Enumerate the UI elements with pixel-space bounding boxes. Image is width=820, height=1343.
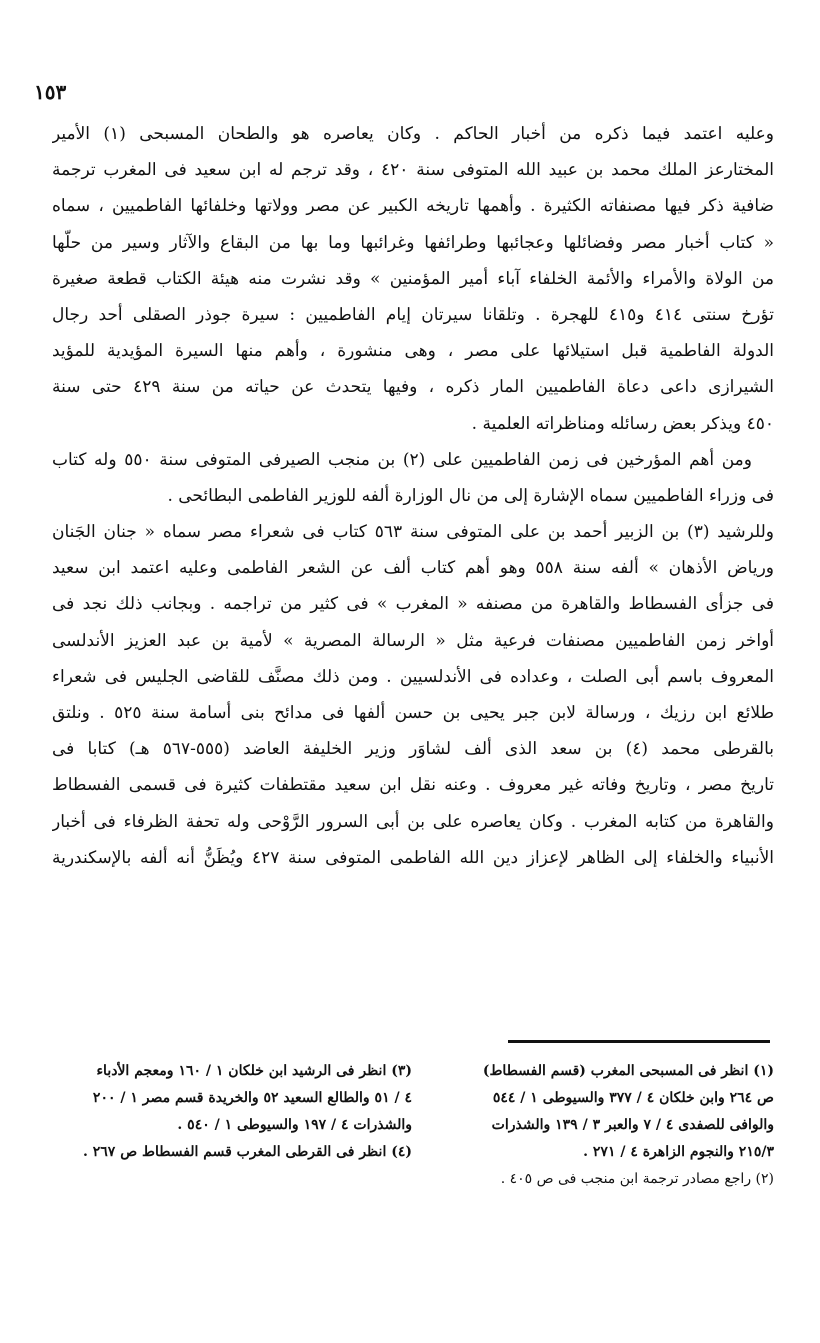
text-line: من الولاة والأمراء والأئمة الخلفاء آباء أمير المؤمنين » وقد نشرت منه هيئة الكتاب قطعة صغيرة [52,268,774,289]
main-text [52,116,774,876]
text-line: الدولة الفاطمية قبل استيلائها على مصر ، وهى منشورة ، وأهم منها السيرة المؤيدية للمؤيد [52,341,774,362]
text-line: وعليه اعتمد فيما ذكره من أخبار الحاكم . وكان يعاصره هو والطحان المسبحى (١) الأمير [52,124,774,144]
footnotes-left-column [52,1058,412,1166]
page-number: ١٥٣ [34,80,67,104]
footnote-line: (١) انظر فى المسبحى المغرب (قسم الفسطاط) [482,1063,774,1079]
footnote-separator [508,1040,770,1043]
text-line: ورياض الأذهان » ألفه سنة ٥٥٨ وهو أهم كتاب ألف عن الشعر الفاطمى وعليه اعتمد ابن سعيد [52,558,774,579]
text-line: ٤٥٠ ويذكر بعض رسائله ومناظراته العلمية . [471,413,774,434]
footnote-line: ص ٢٦٤ وابن خلكان ٤ / ٣٧٧ والسيوطى ١ / ٥٤٤ [492,1090,774,1106]
footnotes-right-column [444,1058,774,1193]
footnote-line: (٢) راجع مصادر ترجمة ابن منجب فى ص ٤٠٥ . [500,1171,774,1187]
text-line: بالقرطى محمد (٤) بن سعد الذى ألف لشاوَر وزير الخليفة العاضد (٥٥٥-٥٦٧ هـ) كتابا فى [52,739,774,760]
text-line: المعروف باسم أبى الصلت ، وعداده فى الأندلسيين . ومن ذلك مصنَّف للقاضى الجليس فى شعراء [52,666,774,687]
text-line: الأنبياء والخلفاء إلى الظاهر لإعزاز دين الله الفاطمى المتوفى سنة ٤٢٧ ويُظَنُّ أنه ألفه بالإسكندرية [52,847,774,868]
footnote-line: والشذرات ٤ / ١٩٧ والسيوطى ١ / ٥٤٠ . [177,1117,412,1133]
text-line: فى جزأى الفسطاط والقاهرة من مصنفه « المغرب » فى كثير من تراجمه . وبجانب ذلك نجد فى [52,594,774,615]
text-line: الشيرازى داعى دعاة الفاطميين المار ذكره ، وفيها يتحدث عن حياته من سنة ٤٢٩ حتى سنة [52,377,774,398]
footnote-line: والوافى للصفدى ٤ / ٧ والعبر ٣ / ١٣٩ والشذرات [491,1117,774,1133]
text-line: ومن أهم المؤرخين فى زمن الفاطميين على (٢) بن منجب الصيرفى المتوفى سنة ٥٥٠ وله كتاب [52,449,752,470]
footnote-line: (٤) انظر فى القرطى المغرب قسم الفسطاط ص ٢٦٧ . [83,1144,412,1160]
footnote-line: (٣) انظر فى الرشيد ابن خلكان ١ / ١٦٠ ومعجم الأدباء [96,1063,412,1079]
footnote-line: ٢١٥/٣ والنجوم الزاهرة ٤ / ٢٧١ . [583,1144,774,1160]
footnote-line: ٤ / ٥١ والطالع السعيد ٥٢ والخريدة قسم مصر ١ / ٢٠٠ [92,1090,412,1106]
text-line: تاريخ مصر ، وتاريخ وفاته غير معروف . وعنه نقل ابن سعيد مقتطفات كثيرة فى قسمى الفسطاط [52,775,774,796]
text-line: أواخر زمن الفاطميين مصنفات فرعية مثل « الرسالة المصرية » لأمية بن عبد العزيز الأندلسى [52,630,774,651]
text-line: المختارعز الملك محمد بن عبيد الله المتوفى سنة ٤٢٠ ، وقد ترجم له ابن سعيد فى المغرب ترجمة [52,160,774,181]
text-line: فى وزراء الفاطميين سماه الإشارة إلى من نال الوزارة ألفه للوزير الفاطمى البطائحى . [167,485,774,506]
text-line: وللرشيد (٣) بن الزبير أحمد بن على المتوفى سنة ٥٦٣ كتاب فى شعراء مصر سماه « جنان الجَنان [52,522,774,543]
text-line: والقاهرة من كتابه المغرب . وكان يعاصره على بن أبى السرور الرَّوْحى وله تحفة الظرفاء فى أخبار [52,811,774,832]
text-line: تؤرخ سنتى ٤١٤ و٤١٥ للهجرة . وتلقانا سيرتان إيام الفاطميين : سيرة جوذر الصقلى أحد رجال [52,304,774,325]
text-line: ضافية ذكر فيها مصنفاته الكثيرة . وأهمها تاريخه الكبير عن مصر وولاتها وخلفائها الفاطميين ، سماه [52,196,774,217]
text-line: طلائع ابن رزيك ، ورسالة لابن جبر يحيى بن حسن ألفها فى مدائح بنى أسامة سنة ٥٢٥ . ونلتق [52,703,774,723]
text-line: « كتاب أخبار مصر وفضائلها وعجائبها وطرائفها وغرائبها وما بها من البقاع والآثار وسير من حلّها [52,232,774,253]
